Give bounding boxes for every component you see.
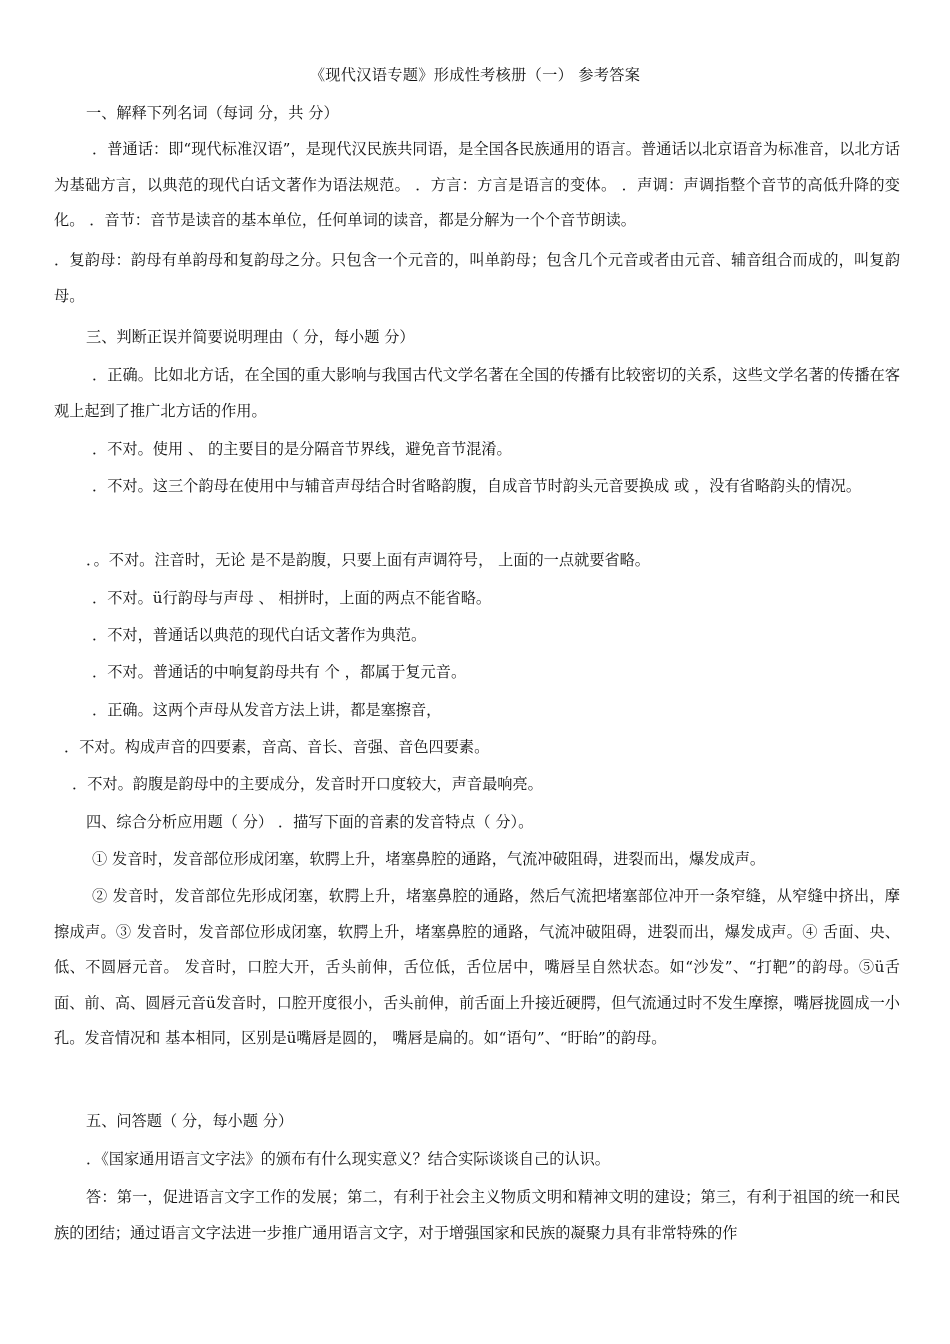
section-4-paragraph-1: ① 发音时，发音部位形成闭塞，软腭上升，堵塞鼻腔的通路，气流冲破阻碍，进裂而出，爆发成声。 [92, 850, 766, 868]
section-3-item: ．正确。这两个声母从发音方法上讲，都是塞擦音， [92, 701, 442, 719]
section-3-item: ．不对。韵腹是韵母中的主要成分，发音时开口度较大，声音最响亮。 [72, 775, 543, 793]
section-3-heading: 三、判断正误并简要说明理由（ 分，每小题 分） [86, 328, 415, 346]
section-5-heading: 五、问答题（ 分，每小题 分） [86, 1112, 294, 1130]
section-3-item: ．不对。使用 、 的主要目的是分隔音节界线，避免音节混淆。 [92, 440, 512, 458]
section-3-item: ．不对。普通话的中响复韵母共有 个 ，都属于复元音。 [92, 663, 467, 681]
section-3-item: ．。不对。注音时，无论 是不是韵腹，只要上面有声调符号， 上面的一点就要省略。 [86, 551, 650, 569]
section-3-item: ．不对。这三个韵母在使用中与辅音声母结合时省略韵腹，自成音节时韵头元音要换成 或 ，没有省略韵头的情况。 [92, 477, 862, 495]
section-3-item: ．不对，普通话以典范的现代白话文著作为典范。 [92, 626, 427, 644]
section-5-question-1: ．《国家通用语言文字法》的颁布有什么现实意义？结合实际谈谈自己的认识。 [86, 1150, 610, 1168]
section-4-heading: 四、综合分析应用题（ 分） ．描写下面的音素的发音特点（ 分）。 [86, 813, 534, 831]
section-5-answer-1: 答：第一，促进语言文字工作的发展；第二，有利于社会主义物质文明和精神文明的建设；第三，有利于祖国的统一和民族的团结；通过语言文字法进一步推广通用语言文字，对于增强国家和民族的凝聚力具有非常特殊的作 [54, 1188, 900, 1242]
section-1-heading: 一、解释下列名词（每词 分，共 分） [86, 104, 339, 122]
document-title: 《现代汉语专题》形成性考核册（一） 参考答案 [309, 66, 641, 84]
section-4-paragraph-2: ② 发音时，发音部位先形成闭塞，软腭上升，堵塞鼻腔的通路，然后气流把堵塞部位冲开一条窄缝，从窄缝中挤出，摩擦成声。③ 发音时，发音部位形成闭塞，软腭上升，堵塞鼻腔的通路，气流冲破阻碍，进裂而出，爆发成声。④ 舌面、央、低、不圆唇元音。 发音时，口腔大开，舌头前伸，舌位低，舌位居中，嘴唇呈自然状态。如“沙发”、“打靶”的韵母。⑤ü舌面、前、高、圆唇元音ü发音时，口腔开度很小，舌头前伸，前舌面上升接近硬腭，但气流通过时不发生摩擦，嘴唇拢圆成一小孔。发音情况和 基本相同，区别是ü嘴唇是圆的， 嘴唇是扁的。如“语句”、“盱眙”的韵母。 [54, 887, 900, 1047]
section-1-body-2: ．复韵母：韵母有单韵母和复韵母之分。只包含一个元音的，叫单韵母；包含几个元音或者由元音、辅音组合而成的，叫复韵母。 [54, 251, 900, 305]
section-3-item: ．正确。比如北方话，在全国的重大影响与我国古代文学名著在全国的传播有比较密切的关系，这些文学名著的传播在客观上起到了推广北方话的作用。 [54, 366, 900, 420]
section-3-item: ．不对。构成声音的四要素，音高、音长、音强、音色四要素。 [64, 738, 490, 756]
section-3-item: ．不对。ü行韵母与声母 、 相拼时，上面的两点不能省略。 [92, 589, 492, 607]
section-1-body: ．普通话：即“现代标准汉语”，是现代汉民族共同语，是全国各民族通用的语言。普通话以北京语音为标准音，以北方话为基础方言，以典范的现代白话文著作为语法规范。 ．方言：方言是语言的变体。 ．声调：声调指整个音节的高低升降的变化。 ．音节：音节是读音的基本单位，任何单词的读音，都是分解为一个个音节朗读。 [54, 140, 900, 229]
